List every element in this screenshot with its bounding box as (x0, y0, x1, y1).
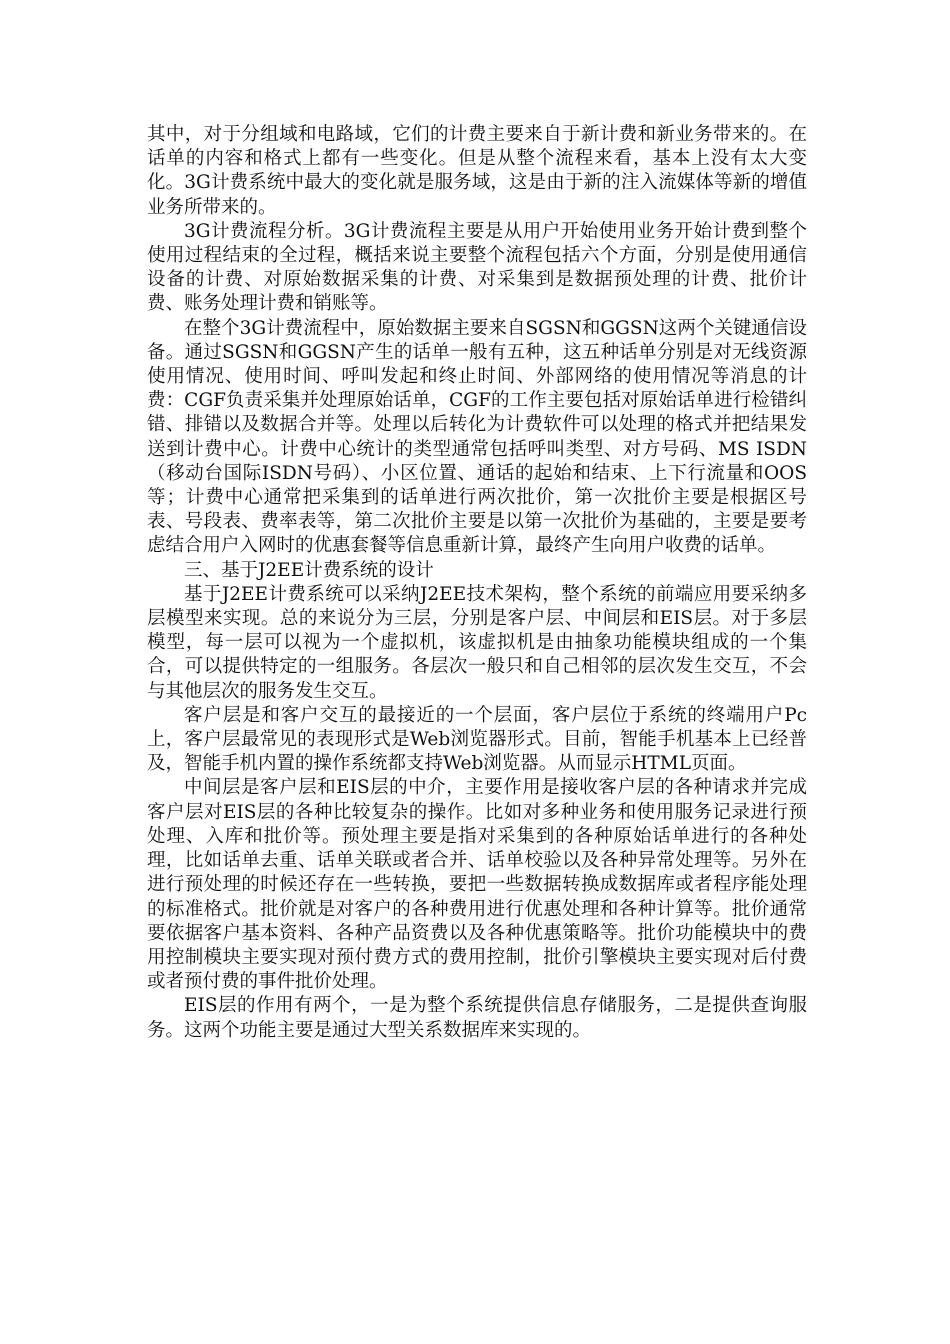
paragraph-middle-tier: 中间层是客户层和EIS层的中介，主要作用是接收客户层的各种请求并完成客户层对EIS层的各种比较复杂的操作。比如对多种业务和使用服务记录进行预处理、入库和批价等。预处理主要是指对采集到的各种原始话单进行的各种处理，比如话单去重、话单关联或者合并、话单校验以及各种异常处理等。另外在进行预处理的时候还存在一些转换，要把一些数据转换成数据库或者程序能处理的标准格式。批价就是对客户的各种费用进行优惠处理和各种计算等。批价通常要依据客户基本资料、各种产品资费以及各种优惠策略等。批价功能模块中的费用控制模块主要实现对预付费方式的费用控制，批价引擎模块主要实现对后付费或者预付费的事件批价处理。 (147, 777, 807, 993)
paragraph-raw-data-sources: 在整个3G计费流程中，原始数据主要来自SGSN和GGSN这两个关键通信设备。通过SGSN和GGSN产生的话单一般有五种，这五种话单分别是对无线资源使用情况、使用时间、呼叫发起和终止时间、外部网络的使用情况等消息的计费：CGF负责采集并处理原始话单，CGF的工作主要包括对原始话单进行检错纠错、排错以及数据合并等。处理以后转化为计费软件可以处理的格式并把结果发送到计费中心。计费中心统计的类型通常包括呼叫类型、对方号码、MS ISDN（移动台国际ISDN号码）、小区位置、通话的起始和结束、上下行流量和OOS等；计费中心通常把采集到的话单进行两次批价，第一次批价主要是根据区号表、号段表、费率表等，第二次批价主要是以第一次批价为基础的，主要是要考虑结合用户入网时的优惠套餐等信息重新计算，最终产生向用户收费的话单。 (147, 317, 807, 557)
paragraph-eis-tier: EIS层的作用有两个，一是为整个系统提供信息存储服务，二是提供查询服务。这两个功能主要是通过大型关系数据库来实现的。 (147, 995, 807, 1041)
paragraph-client-tier: 客户层是和客户交互的最接近的一个层面，客户层位于系统的终端用户Pc上，客户层最常见的表现形式是Web浏览器形式。目前，智能手机基本上已经普及，智能手机内置的操作系统都支持Web浏览器。从而显示HTML页面。 (147, 704, 807, 775)
section-heading-j2ee-design: 三、基于J2EE计费系统的设计 (184, 559, 434, 581)
document-body (147, 123, 807, 1043)
paragraph-intro-continuation: 其中，对于分组域和电路域，它们的计费主要来自于新计费和新业务带来的。在话单的内容和格式上都有一些变化。但是从整个流程来看，基本上没有太大变化。3G计费系统中最大的变化就是服务域，这是由于新的注入流媒体等新的增值业务所带来的。 (147, 124, 807, 218)
paragraph-j2ee-architecture: 基于J2EE计费系统可以采纳J2EE技术架构，整个系统的前端应用要采纳多层模型来实现。总的来说分为三层，分别是客户层、中间层和EIS层。对于多层模型，每一层可以视为一个虚拟机，该虚拟机是由抽象功能模块组成的一个集合，可以提供特定的一组服务。各层次一般只和自己相邻的层次发生交互，不会与其他层次的服务发生交互。 (147, 583, 807, 702)
paragraph-3g-billing-flow: 3G计费流程分析。3G计费流程主要是从用户开始使用业务开始计费到整个使用过程结束的全过程，概括来说主要整个流程包括六个方面，分别是使用通信设备的计费、对原始数据采集的计费、对采集到是数据预处理的计费、批价计费、账务处理计费和销账等。 (147, 220, 807, 315)
